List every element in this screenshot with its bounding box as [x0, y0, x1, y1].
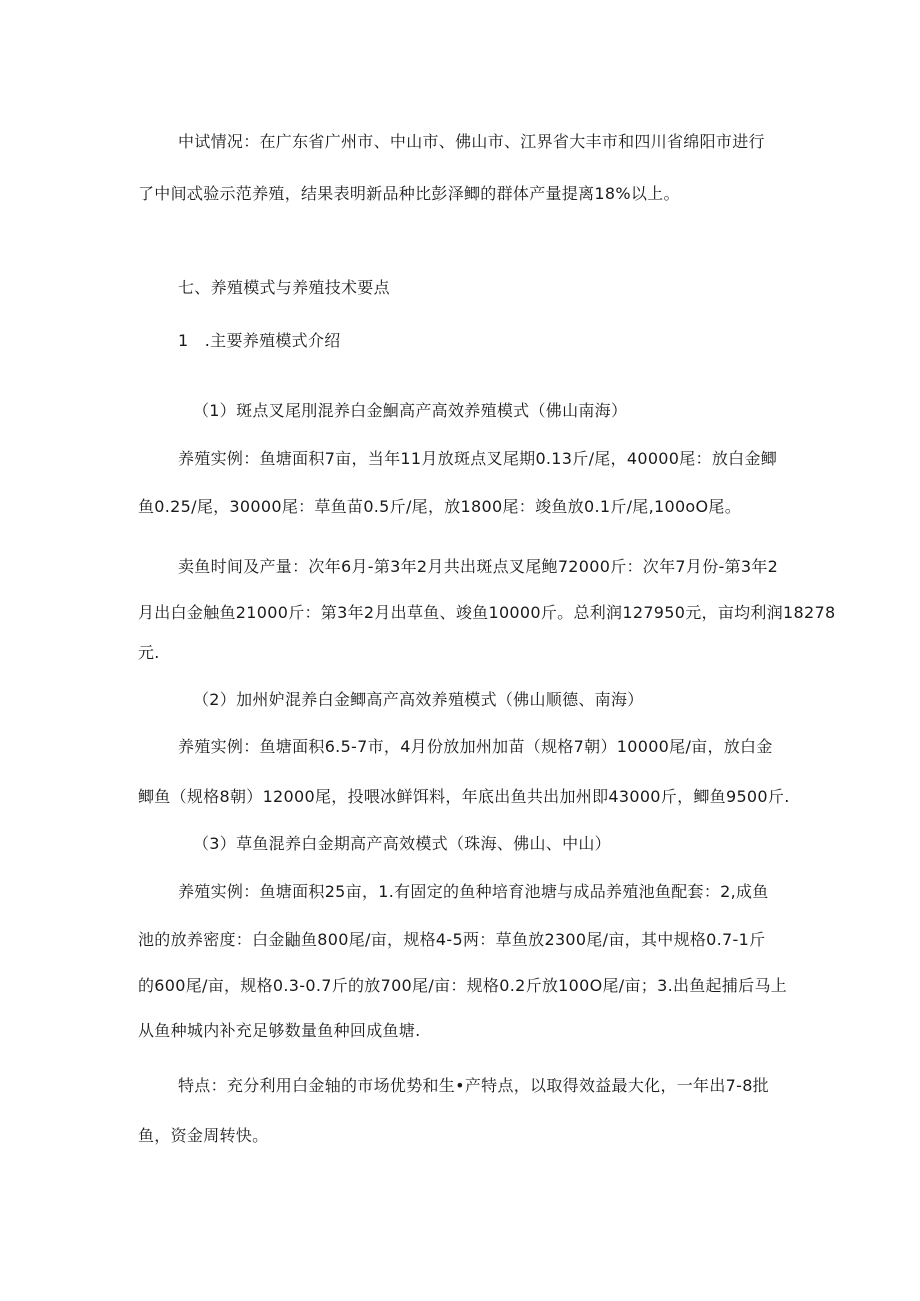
- text-line: 养殖实例：鱼塘面积7亩，当年11月放斑点叉尾期0.13斤/尾，40000尾：放白金鲫: [178, 449, 778, 468]
- text-line: 的600尾/亩，规格0.3-0.7斤的放700尾/亩：规格0.2斤放100O尾/亩；3.出鱼起捕后马上: [138, 976, 788, 995]
- text-line: 卖鱼时间及产量：次年6月-第3年2月共出斑点叉尾鲍72000斤：次年7月份-第3年2: [178, 557, 779, 576]
- mode-heading-2: （2）加州妒混养白金鲫高产高效养殖模式（佛山顺德、南海）: [193, 690, 644, 709]
- paragraph-example-2: [178, 739, 773, 755]
- paragraph-example-3-cont-1: [138, 932, 765, 948]
- text-line: 特点：充分利用白金轴的市场优势和生•产特点，以取得效益最大化，一年出7-8批: [178, 1076, 769, 1095]
- text-line: 鱼，资金周转快。: [138, 1126, 269, 1145]
- paragraph-sales-1-end: [138, 645, 160, 661]
- paragraph-example-3: [178, 884, 769, 900]
- text-line: 鲫鱼（规格8朝）12000尾，投喂冰鲜饵料，年底出鱼共出加州即43000斤，鲫鱼9500斤.: [138, 787, 790, 806]
- subsection-heading: 1 .主要养殖模式介绍: [178, 331, 341, 350]
- paragraph-example-1: [178, 451, 777, 467]
- paragraph-sales-1-cont: [138, 605, 835, 621]
- text-line: 养殖实例：鱼塘面积25亩，1.有固定的鱼种培育池塘与成品养殖池鱼配套：2,成鱼: [178, 882, 769, 901]
- paragraph-features: [178, 1078, 769, 1094]
- paragraph-trial-results: [178, 134, 765, 150]
- section-heading: 七、养殖模式与养殖技术要点: [178, 278, 390, 297]
- paragraph-features-cont: [138, 1128, 268, 1144]
- paragraph-trial-results-cont: [138, 186, 680, 202]
- paragraph-sales-1: [178, 559, 778, 575]
- text-line: 从鱼种城内补充足够数量鱼种回成鱼塘.: [138, 1021, 421, 1040]
- paragraph-example-3-cont-3: [138, 1023, 421, 1039]
- paragraph-example-2-cont: [138, 789, 790, 805]
- paragraph-example-3-cont-2: [138, 978, 787, 994]
- text-line: 养殖实例：鱼塘面积6.5-7市，4月份放加州加苗（规格7朝）10000尾/亩，放白金: [178, 737, 773, 756]
- text-line: 月出白金触鱼21000斤：第3年2月出草鱼、竣鱼10000斤。总利润127950元，亩均利润18278: [138, 603, 836, 622]
- text-line: 池的放养密度：白金鼬鱼800尾/亩，规格4-5两：草鱼放2300尾/亩，其中规格0.7-1斤: [138, 930, 766, 949]
- mode-heading-1: （1）斑点叉尾刖混养白金鮰高产高效养殖模式（佛山南海）: [193, 401, 628, 420]
- text-line: 元.: [138, 643, 160, 662]
- text-line: 鱼0.25/尾，30000尾：草鱼苗0.5斤/尾，放1800尾：竣鱼放0.1斤/尾,100oO尾。: [138, 497, 742, 516]
- paragraph-example-1-cont: [138, 499, 741, 515]
- text-line: 了中间忒验示范养殖，结果表明新品种比彭泽鲫的群体产量提离18%以上。: [138, 184, 680, 203]
- text-line: 中试情况：在广东省广州市、中山市、佛山市、江界省大丰市和四川省绵阳市进行: [178, 132, 765, 151]
- mode-heading-3: （3）草鱼混养白金期高产高效模式（珠海、佛山、中山）: [193, 834, 611, 853]
